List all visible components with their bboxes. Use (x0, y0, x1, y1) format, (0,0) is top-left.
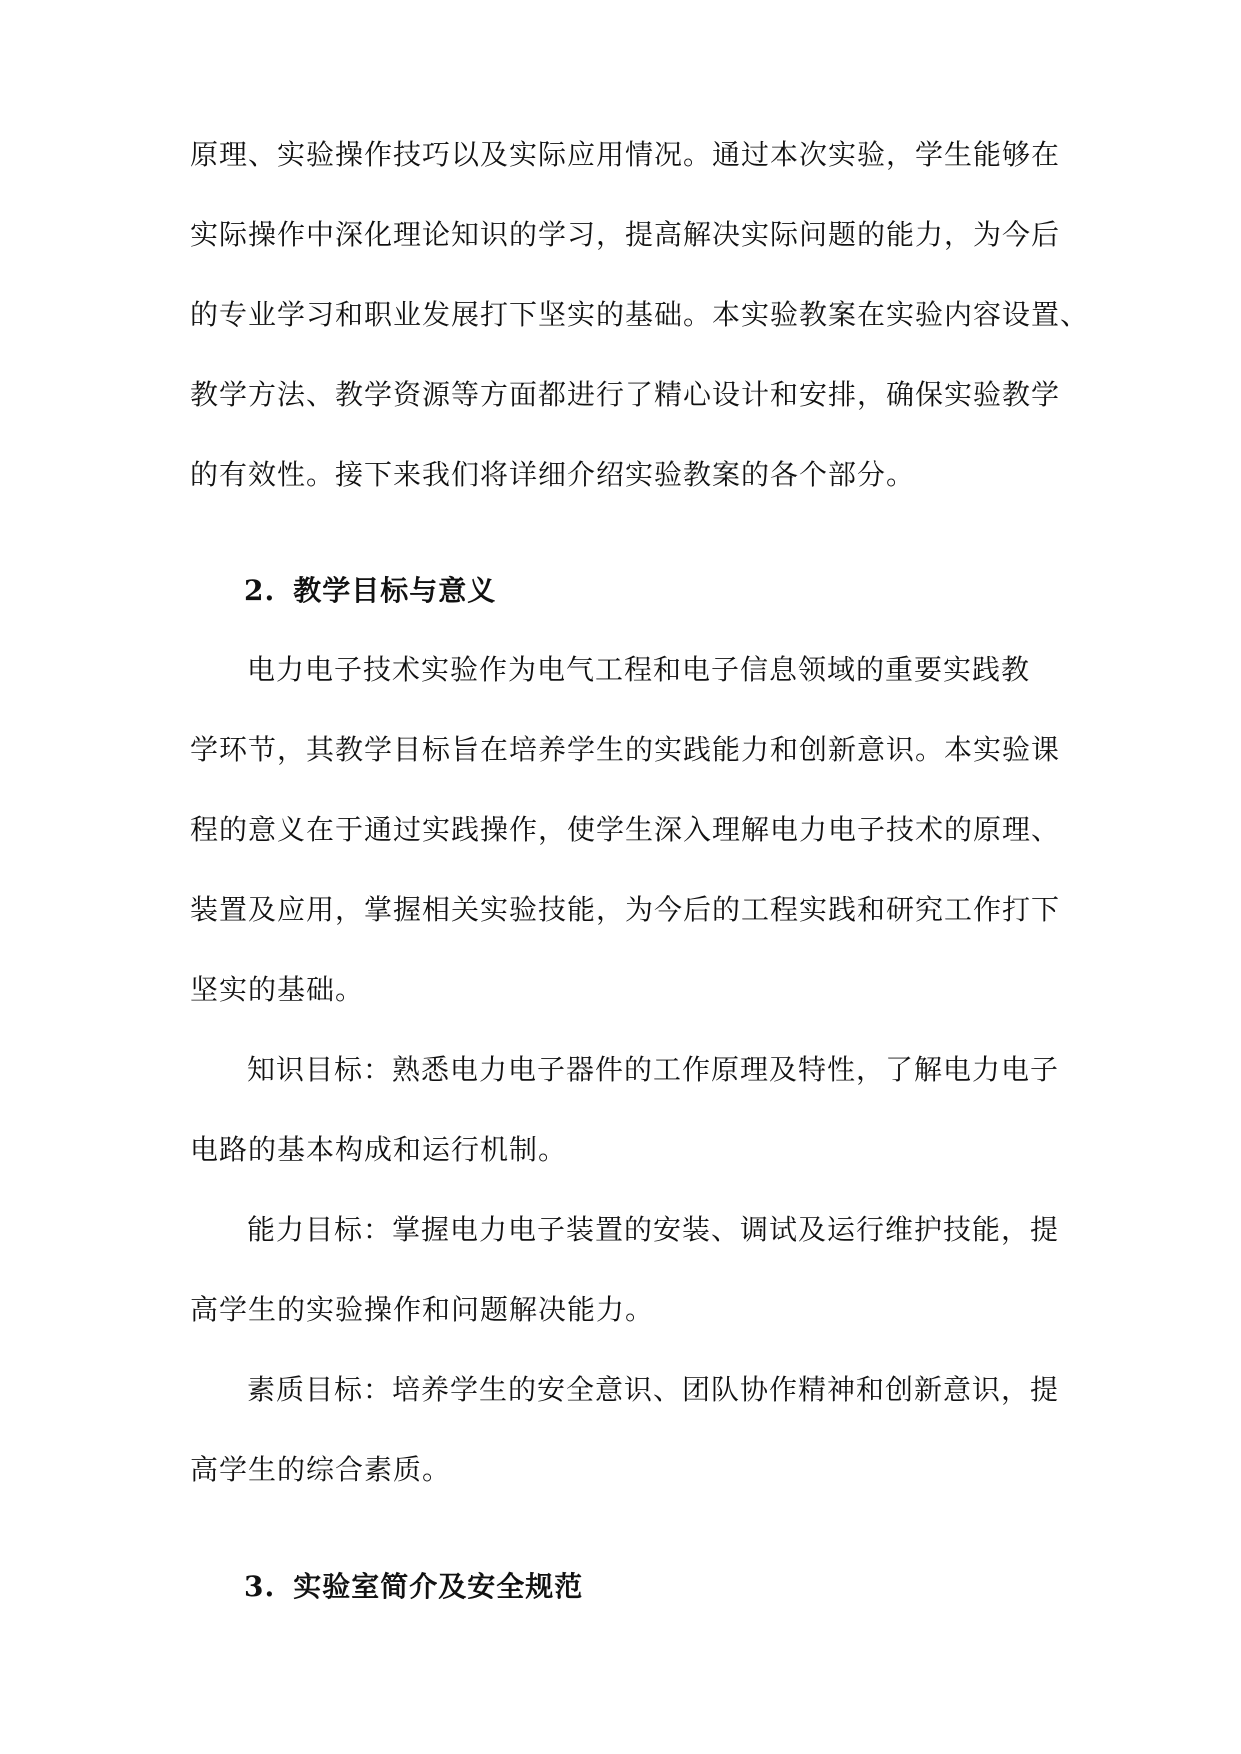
s2-para1-line-3: 程的意义在于通过实践操作，使学生深入理解电力电子技术的原理、 (190, 813, 1061, 846)
s2-para1-line-2: 学环节，其教学目标旨在培养学生的实践能力和创新意识。本实验课 (190, 733, 1061, 766)
ability-goal-line-1: 能力目标：掌握电力电子装置的安装、调试及运行维护技能，提 (247, 1213, 1060, 1246)
s2-para1-line-1: 电力电子技术实验作为电气工程和电子信息领域的重要实践教 (247, 653, 1031, 686)
section-3-title: 实验室简介及安全规范 (293, 1570, 584, 1603)
section-2-title: 教学目标与意义 (293, 574, 497, 607)
knowledge-goal-line-1: 知识目标：熟悉电力电子器件的工作原理及特性，了解电力电子 (247, 1053, 1060, 1086)
section-3-heading (244, 1567, 583, 1607)
quality-goal-line-2: 高学生的综合素质。 (190, 1453, 452, 1486)
intro-line-3: 的专业学习和职业发展打下坚实的基础。本实验教案在实验内容设置、 (190, 298, 1090, 331)
intro-line-4: 教学方法、教学资源等方面都进行了精心设计和安排，确保实验教学 (190, 378, 1061, 411)
ability-goal-line-2: 高学生的实验操作和问题解决能力。 (190, 1293, 655, 1326)
s2-para1-line-4: 装置及应用，掌握相关实验技能，为今后的工程实践和研究工作打下 (190, 893, 1061, 926)
intro-line-1: 原理、实验操作技巧以及实际应用情况。通过本次实验，学生能够在 (190, 138, 1061, 171)
intro-line-2: 实际操作中深化理论知识的学习，提高解决实际问题的能力，为今后 (190, 218, 1061, 251)
knowledge-goal-line-2: 电路的基本构成和运行机制。 (190, 1133, 568, 1166)
section-2-heading (244, 571, 496, 611)
section-2-number: 2. (244, 574, 276, 607)
intro-line-5: 的有效性。接下来我们将详细介绍实验教案的各个部分。 (190, 458, 916, 491)
s2-para1-line-5: 坚实的基础。 (190, 973, 365, 1006)
quality-goal-line-1: 素质目标：培养学生的安全意识、团队协作精神和创新意识，提 (247, 1373, 1060, 1406)
section-3-number: 3. (244, 1570, 276, 1603)
